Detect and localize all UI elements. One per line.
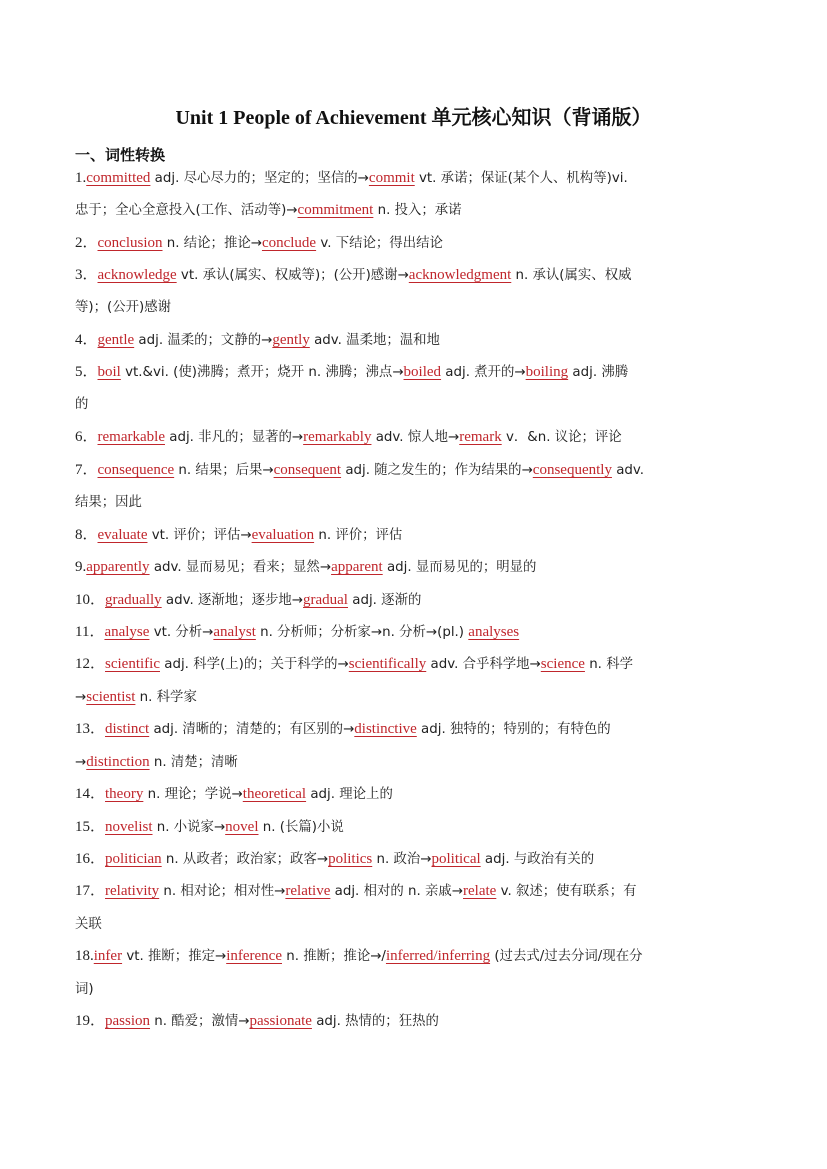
section-heading: 一、词性转换: [75, 146, 166, 164]
definition-text: adv. 惊人地→: [371, 430, 460, 445]
keyword: analyst: [213, 624, 256, 640]
definition-text: 忠于；全心全意投入(工作、活动等)→: [75, 203, 298, 218]
definition-text: n. 投入；承诺: [373, 203, 462, 218]
definition-text: adj. 尽心尽力的；坚定的；坚信的→: [150, 171, 369, 186]
definition-text: adv. 温柔地；温和地: [309, 333, 440, 348]
entry-line: [75, 843, 765, 876]
definition-text: n. 从政者；政治家；政客→: [161, 852, 329, 867]
definition-text: adj. 与政治有关的: [480, 852, 595, 867]
entry-continuation-line: [75, 746, 765, 779]
entry-continuation-line: [75, 681, 765, 714]
keyword: conclude: [261, 235, 317, 251]
keyword: boil: [97, 364, 121, 380]
entry-number: 12．: [75, 656, 106, 672]
keyword: evaluate: [97, 527, 148, 543]
keyword: relate: [463, 883, 497, 899]
entry-line: [75, 584, 765, 617]
keyword: scientist: [86, 689, 136, 705]
entry-line: [75, 778, 765, 811]
entry-number: 11．: [75, 624, 105, 640]
keyword: politician: [105, 851, 162, 867]
definition-text: adj. 清晰的；清楚的；有区别的→: [149, 722, 355, 737]
definition-text: 词): [75, 982, 94, 997]
entry-line: [75, 421, 765, 454]
keyword: infer: [93, 948, 123, 964]
keyword: gently: [272, 332, 310, 348]
entry-line: [75, 454, 765, 487]
definition-text: adj. 理论上的: [306, 787, 393, 802]
entry-line: [75, 811, 765, 844]
entry-number: 16．: [75, 851, 106, 867]
keyword: apparently: [86, 559, 150, 575]
definition-text: n. 相对论；相对性→: [159, 884, 286, 899]
entry-number: 18.: [75, 948, 94, 964]
keyword: distinction: [86, 754, 150, 770]
keyword: remarkable: [97, 429, 165, 445]
page-title: Unit 1 People of Achievement 单元核心知识（背诵版）: [175, 107, 652, 129]
keyword: distinctive: [354, 721, 417, 737]
keyword: consequence: [97, 462, 175, 478]
definition-text: v. 下结论；得出结论: [316, 236, 443, 251]
keyword: science: [540, 656, 585, 672]
keyword: commitment: [297, 202, 374, 218]
keyword: inference: [226, 948, 282, 964]
entry-number: 17．: [75, 883, 106, 899]
keyword: gradual: [303, 592, 348, 608]
definition-text: adj. 非凡的；显著的→: [164, 430, 304, 445]
definition-text: 结果；因此: [75, 495, 142, 510]
definition-text: adj. 热情的；狂热的: [311, 1014, 439, 1029]
definition-text: →: [75, 690, 87, 705]
keyword: analyses: [468, 624, 520, 640]
definition-text: n. 清楚；清晰: [149, 755, 238, 770]
entry-line: [75, 713, 765, 746]
definition-text: n. 科学: [584, 657, 633, 672]
definition-text: 的: [75, 397, 89, 412]
definition-text: vt. 评价；评估→: [147, 528, 252, 543]
entry-number: 10．: [75, 592, 106, 608]
definition-text: n. 酷爱；激情→: [150, 1014, 250, 1029]
keyword: consequent: [273, 462, 342, 478]
keyword: remark: [459, 429, 502, 445]
definition-text: vt. 分析→: [149, 625, 214, 640]
entry-continuation-line: [75, 291, 765, 324]
entry-continuation-line: [75, 908, 765, 941]
entry-number: 3．: [75, 267, 98, 283]
definition-text: vt. 推断；推定→: [122, 949, 227, 964]
definition-text: 关联: [75, 917, 102, 932]
entry-line: [75, 162, 765, 195]
entry-number: 2．: [75, 235, 98, 251]
keyword: acknowledgment: [408, 267, 512, 283]
keyword: inferred/inferring: [385, 948, 491, 964]
keyword: scientific: [105, 656, 160, 672]
entry-continuation-line: [75, 973, 765, 1006]
definition-text: adj. 煮开的→: [441, 365, 526, 380]
definition-text: n. 政治→: [372, 852, 432, 867]
definition-text: adj. 显而易见的；明显的: [382, 560, 537, 575]
definition-text: adj. 科学(上)的；关于科学的→: [160, 657, 349, 672]
keyword: conclusion: [97, 235, 163, 251]
definition-text: vt. 承诺；保证(某个人、机构等)vi.: [414, 171, 628, 186]
definition-text: →: [75, 755, 87, 770]
keyword: boiling: [525, 364, 569, 380]
keyword: analyse: [104, 624, 150, 640]
entry-number: 5．: [75, 364, 98, 380]
keyword: passionate: [249, 1013, 312, 1029]
entry-number: 4．: [75, 332, 98, 348]
keyword: boiled: [403, 364, 442, 380]
entry-number: 19．: [75, 1013, 106, 1029]
entry-continuation-line: [75, 486, 765, 519]
definition-text: n. 小说家→: [152, 820, 226, 835]
definition-text: adj. 逐渐的: [347, 593, 422, 608]
definition-text: adj. 独特的；特别的；有特色的: [416, 722, 611, 737]
entry-number: 14．: [75, 786, 106, 802]
entry-line: [75, 940, 765, 973]
entry-number: 9.: [75, 559, 87, 575]
definition-text: n. (长篇)小说: [258, 820, 344, 835]
definition-text: n. 结果；后果→: [174, 463, 274, 478]
keyword: distinct: [105, 721, 150, 737]
keyword: commit: [368, 170, 415, 186]
keyword: theoretical: [242, 786, 307, 802]
entry-line: [75, 875, 765, 908]
keyword: novelist: [105, 819, 153, 835]
entry-number: 1.: [75, 170, 87, 186]
keyword: apparent: [331, 559, 383, 575]
definition-text: adj. 随之发生的；作为结果的→: [341, 463, 533, 478]
entry-line: [75, 227, 765, 260]
entry-continuation-line: [75, 388, 765, 421]
keyword: committed: [86, 170, 151, 186]
keyword: scientifically: [348, 656, 427, 672]
definition-text: n. 分析师；分析家→n. 分析→(pl.): [255, 625, 469, 640]
definition-text: n. 承认(属实、权威: [511, 268, 632, 283]
definition-text: v. 叙述；使有联系；有: [496, 884, 637, 899]
entry-line: [75, 519, 765, 552]
keyword: relativity: [105, 883, 160, 899]
entry-number: 8．: [75, 527, 98, 543]
keyword: remarkably: [303, 429, 372, 445]
definition-text: n. 推断；推论→/: [282, 949, 386, 964]
definition-text: v．&n. 议论；评论: [501, 430, 622, 445]
keyword: evaluation: [251, 527, 315, 543]
keyword: acknowledge: [97, 267, 177, 283]
keyword: theory: [105, 786, 144, 802]
definition-text: vt.&vi. (使)沸腾；煮开；烧开 n. 沸腾；沸点→: [120, 365, 404, 380]
entry-number: 15．: [75, 819, 106, 835]
entry-line: [75, 356, 765, 389]
keyword: novel: [225, 819, 259, 835]
definition-text: n. 评价；评估: [314, 528, 403, 543]
keyword: gentle: [97, 332, 135, 348]
entry-line: [75, 259, 765, 292]
definition-text: n. 科学家: [135, 690, 197, 705]
keyword: consequently: [532, 462, 612, 478]
definition-text: (过去式/过去分词/现在分: [490, 949, 643, 964]
entry-line: [75, 616, 765, 649]
entry-continuation-line: [75, 194, 765, 227]
definition-text: 等)；(公开)感谢: [75, 300, 172, 315]
entry-line: [75, 648, 765, 681]
definition-text: adv. 逐渐地；逐步地→: [161, 593, 303, 608]
keyword: politics: [328, 851, 373, 867]
entry-number: 6．: [75, 429, 98, 445]
entry-number: 13．: [75, 721, 106, 737]
entry-line: [75, 324, 765, 357]
keyword: relative: [285, 883, 331, 899]
entry-line: [75, 551, 765, 584]
entry-line: [75, 1005, 765, 1038]
keyword: gradually: [105, 592, 162, 608]
definition-text: adj. 相对的 n. 亲戚→: [330, 884, 463, 899]
definition-text: adj. 沸腾: [568, 365, 629, 380]
keyword: passion: [105, 1013, 151, 1029]
entry-number: 7．: [75, 462, 98, 478]
definition-text: adv.: [611, 463, 645, 478]
definition-text: vt. 承认(属实、权威等)；(公开)感谢→: [176, 268, 409, 283]
definition-text: n. 结论；推论→: [162, 236, 262, 251]
keyword: political: [431, 851, 481, 867]
definition-text: n. 理论；学说→: [143, 787, 243, 802]
definition-text: adv. 显而易见；看来；显然→: [149, 560, 332, 575]
definition-text: adj. 温柔的；文静的→: [134, 333, 273, 348]
definition-text: adv. 合乎科学地→: [426, 657, 541, 672]
